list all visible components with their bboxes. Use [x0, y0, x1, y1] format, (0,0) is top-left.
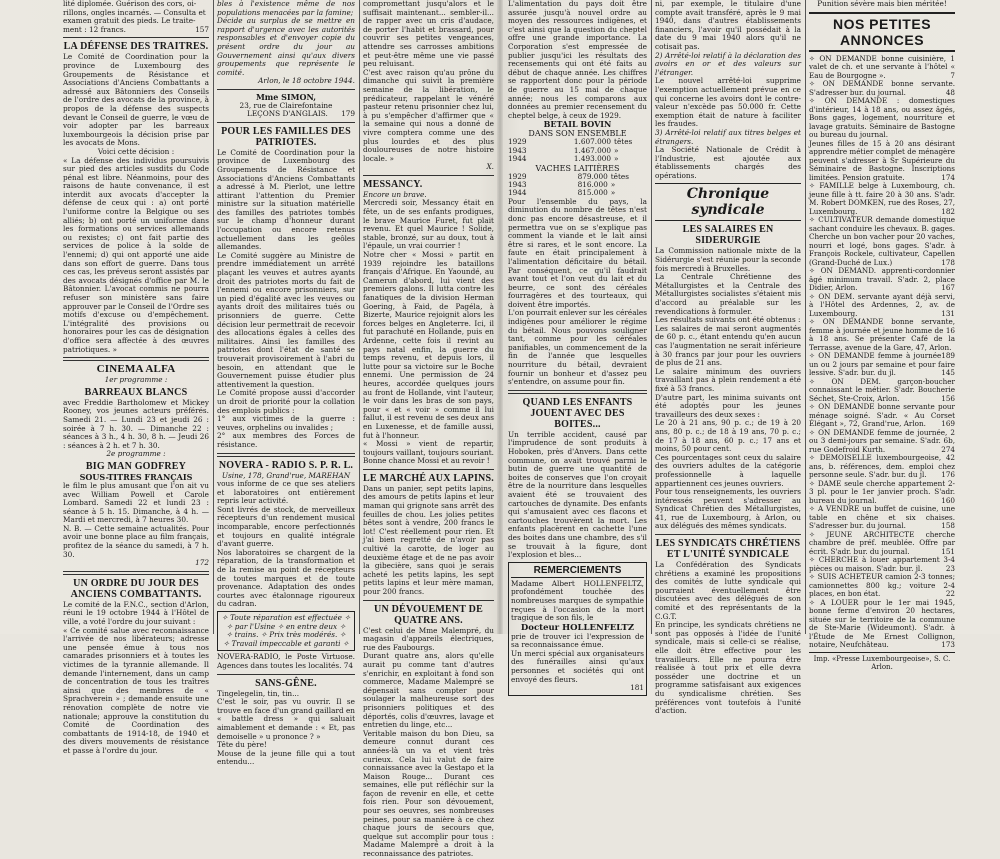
classifieds-title: NOS PETITES ANNONCES: [809, 12, 955, 52]
article-paragraph: Un terrible accident, causé par l'imprudence de sont produits à Hoboken, près d'Anvers. Dans cette commune, on avait trouvé parmi le butin de guerre une quantité de boites de conserves que l'on croyait être de la nourriture dans lesquelles avaient été se trouvaient des cartouches de dynamite. Des enfants qui s'amusaient avec ces flacons et cartouches trouvèrent la mort. Les enfants placèrent en cachette l'une des boites dans une chambre, des s'il se trouvait à la figure, dont l'explosion et bles...: [508, 429, 647, 560]
classified-ad-text: ✧ A LOUER pour le 1er mai 1945, bonne ferme d'environ 20 hectares, située sur le territoire de la commune de Ste-Marie (Wideumont). S'adr. à l'Étude de Me Ernest Collignon, notaire, Neufchâteau.: [809, 597, 955, 650]
top-fragment-3: examen gratuit des pieds. Le traite-: [63, 16, 196, 26]
ad-number: 182: [941, 206, 955, 216]
ad-number: 173: [941, 640, 955, 650]
divider: [363, 469, 494, 470]
article-paragraph: ni, par exemple, le titulaire d'une compte avait transféré, après le 9 mai 1940, dans d'autres établissements financiers, l'avoir qu'il possédait à la date du 9 mai 1940 alors qu'il ne cotisait pas.: [655, 0, 801, 51]
classified-ad-text: ✧ ON DEMANDE bonne servante. S'adresser bur. du journal.: [809, 79, 955, 97]
divider: [655, 534, 801, 535]
article-paragraph: 2) Arrêté-loi relatif à la déclaration des avoirs en or et des valeurs sur l'étranger.: [655, 50, 801, 77]
thanks-box: [508, 562, 647, 696]
article-paragraph: Ces pourcentages sont ceux du salaire des ouvriers adultes de la catégorie professionnelle à laquelle appartiennent ces jeunes ouvriers.: [655, 452, 801, 488]
classified-ad: [809, 182, 955, 216]
classified-ad: [809, 378, 955, 404]
article-paragraph: Dans un panier, sept petits lapins, des amours de petits lapins et leur maman qui grignote sans arrêt des feuilles de chou. Les jolies petites bêtes sont à vendre, 200 francs le lot! C'est réellement pour rien. Et j'ai bien regretté de n'avoir pas cultivé la carotte, de loger au deuxième étage et de ne pas avoir la gibecière, sans quoi je serais acheté les petits lapins, les sept petits lapins et leur mère maman, pour 200 francs.: [363, 483, 494, 596]
thanks-text: Un merci spécial aux organisateurs des funérailles ainsi qu'aux personnes et sociétés qui ont envoyé des fleurs.: [511, 648, 644, 684]
classified-ad-text: ✧ ON DEMANDE femme à journée un ou 2 jours par semaine et pour faire lessive. S'adr. bur. du jl.: [809, 351, 955, 378]
article-paragraph: Mouse de la jeune fille qui a tout entendu...: [217, 748, 355, 767]
ad-number: 131: [941, 308, 955, 318]
ad-text: Sont livrés de stock, de merveilleux récepteurs d'un rendement musical incomparable, encore perfectionnés et toujours en qualité intégrale d'avant guerre.: [217, 504, 355, 549]
article-title: UN DÉVOUEMENT DE QUATRE ANS.: [374, 603, 483, 626]
ad-text: Nos laboratoires se chargent de la réparation, de la transformation et de la remise au point de récepteurs de toutes marques et de toute provenance. Adaptation des ondes courtes avec étalonnage rigoureux du cadran.: [217, 547, 355, 609]
classified-ad: [809, 599, 955, 650]
article-paragraph: Le nouvel arrêté-loi supprime l'exemption actuellement prévue en ce qui concerne les avoirs dont le contre-valeur n'excède pas 50.000 fr. Cette exemption était de nature à faciliter les fraudes.: [655, 76, 801, 129]
classified-ad-text: ✧ DEMOISELLE luxembourgeoise, 42 ans, b. références, dem. emploi chez personne seule. S'adr. bur. du jl.: [809, 453, 955, 480]
classified-ad-text: ✧ FAMILLE belge à Luxembourg, ch. jeune fille à tt. faire 20 à 30 ans. S'adr. M. Robert DOMKEN, rue des Roses, 27, Luxembourg.: [809, 181, 955, 216]
divider: [508, 390, 647, 394]
ad-number: 179: [341, 109, 355, 119]
article-paragraph: 3) Arrêté-loi relatif aux titres belges et étrangers.: [655, 127, 801, 146]
table-title: BETAIL BOVIN: [543, 119, 612, 130]
table-row: 1929 879.000 têtes: [508, 171, 629, 181]
article-paragraph: Le Comité de Coordination pour la province de Luxembourg des Groupements de Résistance et Associations d'Anciens Combattants a adressé aux Bâtonniers des Conseils de l'ordre des avocats de la province, à propos de la défense des suspects devant le Conseil de guerre, le vœu de voir adopter par les barreaux luxembourgeois la décision prise par les avocats de Mons.: [63, 52, 209, 148]
ad-number: 145: [941, 368, 955, 378]
classified-ad-text: ✧ SUIS ACHETEUR camion 2-3 tonnes; camionnettes 800 kg.; voiture 2-4 places, en bon état.: [809, 572, 955, 599]
thanks-text: Madame Albert HOLLENFELTZ, profondément touchée des nombreuses marques de sympathie reçues à l'occasion de la mort tragique de son fils, le: [511, 578, 644, 623]
article-paragraph: « La défense des individus poursuivis sur pied des articles susdits du Code pénal est libre. Néanmoins, pour des raisons de haute convenance, il est interdit aux avocats d'accepter la défense de ceux qui : a) ont porté l'uniforme contre la Belgique ou ses alliés; b) ont porté un uniforme dans les formations ou services allemands ou rexistes; c) ont fait partie des services de police à la solde de l'ennemi; d) qui ont apporté une aide dans son effort de guerre. Dans tous ces cas, les préveus seront assistés par des avocats désignés d'office par M. le Bâtonnier. L'avocat commis ne pourra refuser son ministère sans faire approuver par le Conseil de l'Ordre ses motifs d'excuse ou d'empêchement. L'intégralité des provisions ou honoraires pour les cas de désignation d'office sera affectée à des œuvres patriotiques. »: [63, 155, 209, 354]
column-1: [60, 0, 212, 755]
table-row: 1944 1.493.000 »: [508, 154, 619, 164]
classified-ad-text: ✧ ON DEMAND. apprenti-cordonnier âgé minimum travail. S'adr. 2, place Didier, Arlon.: [809, 266, 955, 293]
article-paragraph: Voici cette décision :: [97, 146, 175, 156]
article-paragraph: Tingelegelin, tin, tin...: [217, 688, 300, 698]
article-paragraph: Pour l'ensemble du pays, la diminution du nombre de têtes n'est donc pas encore désastreuse, et il permettra vue on se s'explique pas comment la viande et le lait ainsi être si rares, et le sont encore. La faute en était principalement à l'alimentation déficitaire du bétail. Par conséquent, ce qu'il faudrait avant tout et l'on veut du lait et du beurre, ce sont des céréales fourragères et des tourteaux, qui doivent être importés.: [508, 196, 647, 309]
classified-ad-text: ✧ JEUNE ARCHITECTE cherche chambre de préf. meublée. Offre par écrit. S'adr. bur. du journal.: [809, 529, 955, 556]
article-title: LE MARCHÉ AUX LAPINS.: [363, 472, 494, 484]
cinema-subtitle: 1er programme :: [104, 375, 168, 385]
article-paragraph: Veritable maison du bon Dieu, sa demeure connut durant ces années-là un va et vient très curieux. Cela lui valut de faire connaissance avec la Gestapo et la Maison Rouge... Durant ces semaines, elle put réfléchir sur la façon de revenir en elle, et cette fois rien. Pour son dévouement, pour ses oeuvres, ses nombreuses peines, pour sa manière à ce chez chaque jours de secours que, quelque sut accomplir pour tous : Madame Malempré a droit à la reconnaissance des patriotes.: [363, 728, 494, 859]
ad-box-line: ✧ trains. ✧ Prix très modérés. ✧: [226, 630, 346, 640]
article-paragraph: compromettant jusqu'alors et le suffisait maintenant... sembler-il... de rapper avec un cris d'audace, de porter l'habit et brassard, pour couvrir ses petites vengeances, attendre ses carrosses ambitions et peut-être même une vie passé peu reluisant.: [363, 0, 494, 69]
article-paragraph: Décide au surplus de se mettre en rapport d'urgence avec les autorités responsables et d'envoyer copie du présent ordre du jour au Gouvernement ainsi qu'aux divers groupements que représente le comité.: [217, 16, 355, 77]
ad-number: 189: [941, 351, 955, 361]
classified-ad-text: ✧ CHERCHE à louer appartement 3-4 pièces ou maison. S'adr. bur. jl.: [809, 555, 955, 573]
article-paragraph: « Mossi » vient de repartir, toujours vaillant, toujours souriant. Bonne chance Mossi et au revoir !: [363, 439, 494, 466]
classified-ad-text: ✧ ON DEMANDE femme de journée, 2 ou 3 demi-jours par semaine. S'adr. 6b, rue Godefroid Kurth.: [809, 427, 955, 454]
ad-box-line: ✧ Travail impeccable et garanti ✧: [223, 638, 349, 648]
ad-subtitle: Usine, 178, Grand'rue, MAREHAN: [221, 470, 351, 480]
ad-text: vous informe de ce que ses ateliers et laboratoires ont entièrement repris leur activité.: [217, 479, 355, 506]
classified-ad-text: ✧ ON DEMANDE bonne servante, femme à journée et jeune homme de 16 à 18 ans. Se présenter Café de la Terrasse, avenue de la Gare, 47, Arlon.: [809, 317, 955, 352]
classified-ad: [809, 531, 955, 557]
ad-name: Mme SIMON,: [255, 91, 317, 102]
article-paragraph: La Centrale Chrétienne des Métallurgistes et la Centrale des Métallurgistes socialistes s'étaient mis d'accord au préalable sur les revendications à formuler.: [655, 272, 801, 316]
classified-ad: [809, 429, 955, 455]
article-paragraph: Le Comité propose aussi d'accorder un droit de priorité pour la collation des emplois publics :: [217, 388, 355, 415]
cinema-title: CINEMA ALFA: [96, 363, 176, 376]
table-row: 1943 1.467.000 »: [508, 145, 619, 155]
classifieds-list: [809, 55, 955, 650]
article-paragraph: Pour tous renseignements, les ouvriers intéressés peuvent s'adresser au Syndicat Chrétien des Métallurgistes, 41, rue de Luxembourg, à Arlon, ou aux délégués des mêmes syndicats.: [655, 487, 801, 531]
classified-ad-text: ✧ ON DEMANDE : domestiques d'intérieur, 14 à 18 ans, ou assez âgés, Bons gages, logement, nourriture et lavage gratuits. Séminaire de Bastogne ou bureau du journal.: [809, 96, 955, 140]
article-paragraph: « Ce comité salue avec reconnaissance l'arrivée de nos libérateurs; adresse une pensée émue à tous nos camarades prisonniers et à toutes les victimes de la tyrannie allemande. Il demande l'internement, dans un camp de concentration de tous les traîtres ainsi que des membres de « Sprachverein » ; demande ensuite une rénovation complète de notre vie nationale; approuve la constitution du Comité de Coordination des combattants de 1914-18, de 1940 et des divers mouvements de résistance et passe à l'ordre du jour.: [63, 625, 209, 755]
film-subtitle: SOUS-TITRES FRANÇAIS: [79, 471, 193, 482]
thanks-title: REMERCIEMENTS: [511, 565, 644, 578]
classified-ad-text: ✧ DAME seule cherche appartement 2-3 pl. pour le 1er janvier proch. S'adr. bureau du journal.: [809, 478, 955, 505]
classified-ad-text: ✧ ON DEMANDE bonne cuisinière, 1 valet de ch. et une servante à l'hôtel « Eau de Bourgogne ».: [809, 53, 955, 80]
article-paragraph: Le Comité suggère au Ministre de prendre immédiatement un arrêté plaçant les veuves et autres ayants droit des patriotes morts du fait de l'ennemi ou encore prisonniers, sur un pied d'égalité avec les veuves ou ayants droit des militaires tués ou prisonniers de guerre. Cette décision leur permettrait de recevoir des allocations égales à celles des militaires. Ainsi les familles des patriotes dont l'état de santé se trouverait provisoirement à l'abri du besoin, en attendant que le Gouvernement puisse étudier plus attentivement la question.: [217, 250, 355, 389]
table-title: VACHES LAITIÈRES: [535, 163, 620, 173]
divider: [217, 122, 355, 123]
classified-ad: [809, 573, 955, 599]
article-title: LES SALAIRES EN SIDERURGIE: [682, 224, 774, 247]
article-list-item: 1° aux victimes de la guerre : veuves, orphelins ou invalides ;: [217, 414, 355, 432]
column-6: [806, 0, 958, 671]
column-3: [360, 0, 497, 859]
classified-ad: [809, 55, 955, 81]
ad-text: NOVERA-RADIO, le Poste Virtuose. Agences dans toutes les localités. 74: [217, 652, 355, 670]
ad-number: 169: [941, 419, 955, 429]
ad-number: 157: [195, 24, 209, 34]
article-paragraph: Le 20 à 21 ans, 90 p. c.; de 19 à 20 ans, 80 p. c.; de 18 à 19 ans, 70 p. c.; de 17 à 18 ans, 60 p. c.; 17 ans et moins, 50 pour cent.: [655, 418, 801, 454]
classified-ad: [809, 454, 955, 480]
article-paragraph: C'est celui de Mme Malempré, du magasin d'appareils électriques, rue des Faubourgs.: [363, 625, 494, 652]
ad-number: 274: [941, 444, 955, 454]
divider: [63, 357, 209, 361]
classified-ad: [809, 216, 955, 267]
ad-number: 156: [941, 393, 955, 403]
classified-ad: [809, 480, 955, 506]
classified-ad: [809, 352, 955, 378]
column-4: [505, 0, 650, 693]
ad-number: 167: [941, 283, 955, 293]
article-paragraph: Mercredi soir, Messancy était en fête, un de ses enfants prodigues, le brave Maurice Furet, fut plait revenu. Et quel Maurice ! Solide, stable, bronzé, sur au doux, tout à l'épaule, un vrai courrier !: [363, 198, 494, 251]
article-paragraph: Le comité de la F.N.C., section d'Arlon, réuni le 19 octobre 1944 à l'Hôtel de ville, a voté l'ordre du jour suivant :: [63, 599, 209, 627]
divider: [217, 453, 355, 457]
table-subtitle: DANS SON ENSEMBLE: [528, 129, 627, 139]
film-title: BIG MAN GODFREY: [85, 460, 187, 472]
article-subtitle: Encore un brave.: [363, 189, 427, 199]
article-title: POUR LES FAMILLES DES PATRIOTES.: [221, 125, 351, 148]
article-paragraph: C'est le soir, pas vu ouvrir. Il se trouve en face d'un grand gaillard en « battle dress » qui saluait aimablement et demande : « Et, pas demoiselle » u prononce ? »: [217, 697, 355, 741]
ad-title: NOVERA - RADIO S. P. R. L.: [218, 459, 354, 471]
ad-number: 176: [941, 470, 955, 480]
article-paragraph: Le salaire minimum des ouvriers travaillant pas à plein rendement a été fixé à 53 francs.: [655, 366, 801, 393]
thanks-name: Docteur HOLLENFELTZ: [520, 622, 635, 633]
ad-number: 151: [941, 546, 955, 556]
article-paragraph: La Commission nationale mixte de la Sidérurgie s'est réunie pour la seconde fois mercredi à Bruxelles.: [655, 246, 801, 273]
article-paragraph: Les résultats suivants ont été obtenus :: [655, 315, 801, 325]
article-list-item: 2° aux membres des Forces de résistance.: [217, 431, 355, 449]
ad-box: [217, 611, 355, 651]
classified-ad: [809, 293, 955, 319]
table-row: 1944 815.000 »: [508, 188, 616, 198]
article-paragraph: L'on pourrait enlever sur les céréales indigènes pour améliorer le régime du bétail. Nous pouvons souligner tant, comme pour les céréales panifiables, un commencement de la fin de l'année que lesquelles nourriture du bétail, devraient fournir un bonheur et d'assez peu s'entendre, on assume pour fin.: [508, 308, 647, 387]
printer-footer: Imp. «Presse Luxembourgeoise», S. C. Arlon.: [809, 652, 955, 671]
article-title: LES SYNDICATS CHRÉTIENS ET L'UNITÉ SYNDICALE: [655, 538, 801, 561]
classified-ad-text: Jeunes filles de 15 à 20 ans désirant apprendre métier complet de ménagère peuvent s'adresser à Sr Supérieure du Séminaire de Bastogne. Inscriptions limitées. Pension gratuite.: [809, 138, 955, 182]
article-paragraph: L'alimentation du pays doit être assurée jusqu'à nouvel ordre au moyen des ressources indigènes, et c'est ainsi que la question du cheptel offre une grande importance. La Corporation s'est empressée de publier jusqu'ici les résultats des recensements qui ont été faits au début de chaque année. Les chiffres se rapportent donc pour la période de guerre au 15 mai de chaque année; nous les comparons aux données au premier recensement du cheptel belge, à ceux de 1929.: [508, 0, 647, 120]
top-fragment-1: lité diplomée. Guérison des cors, oi-: [63, 0, 197, 8]
cattle-table: [508, 138, 647, 163]
divider: [363, 175, 494, 176]
classified-ad: [809, 97, 955, 140]
classified-ad: [809, 140, 955, 183]
page-fold: [497, 0, 503, 634]
classified-ad-text: ✧ ON DEMANDE bonne servante pour ménage soigné. S'adr. « Au Corset Élégant », 72, Grand'rue, Arlon.: [809, 402, 955, 429]
cows-table: [508, 173, 647, 198]
article-fragment: Punition sévère mais bien méritée!: [817, 0, 947, 8]
cinema-subtitle: 2e programme :: [106, 449, 166, 459]
article-title: QUAND LES ENFANTS JOUENT AVEC DES BOITES...: [522, 396, 633, 430]
ad-address: 23, rue de Clairefontaine: [239, 100, 333, 110]
classified-ad: [809, 403, 955, 429]
article-signature: X.: [486, 162, 494, 172]
film-title: BARREAUX BLANCS: [84, 386, 188, 398]
classified-ad: [809, 505, 955, 531]
top-fragment-2: rillons, ongles incarnés. — Consulta et: [63, 7, 206, 17]
article-title: LA DÉFENSE DES TRAITRES.: [63, 41, 209, 53]
ad-number: 23: [945, 563, 955, 573]
ad-number: 7: [950, 70, 955, 80]
classified-ad: [809, 317, 955, 361]
ad-number: 174: [941, 172, 955, 182]
article-paragraph: Le Comité de Coordination pour la province de Luxembourg des Groupements de Résistance et Associations d'Anciens Combattants a adressé à M. Pierlot, une lettre attirant l'attention du Premier ministre sur la situation matérielle des familles des patriotes tombés sur le champ d'honneur durant l'occupation ou encore retenus actuellement dans les geôles allemandes.: [217, 147, 355, 252]
article-paragraph: D'autre part, les minima suivants ont été adoptés pour les jeunes travailleurs des deux sexes :: [655, 392, 801, 419]
classified-ad-text: ✧ ON DEM. servante ayant déjà servi, à l'Hôtel des Ardennes, 2, av. de Luxembourg.: [809, 291, 955, 318]
section-title: Chronique syndicale: [655, 183, 801, 221]
ad-box-line: ✧ par l'Usine ✧ en entre deux ✧: [226, 621, 346, 631]
article-title: UN ORDRE DU JOUR DES ANCIENS COMBATTANTS.: [70, 577, 202, 600]
film-description: avec Freddie Bartholomew et Mickey Rooney, vos jeunes acteurs préférés. Samedi 21. — Lundi 23 et jeudi 26 : soirée à 7 h. 30. — Dimanche 22 : séances à 3 h., 4 h. 30, 8 h. — Jeudi 26 : séances à 2 h. et 7 h. 30.: [63, 397, 209, 450]
article-paragraph: C'est avec raison qu'au prône du dimanche qui suivit la première semaine de la libération, le prédicateur, rappelant le vénéré pasteur retenu prisonnier chez lui, à pu s'empêcher d'affirmer que « la semaine qui nous a donné de vivre comptera comme une des plus lourdes et des plus douloureuses de notre histoire locale. »: [363, 67, 494, 163]
ad-number: 158: [941, 521, 955, 531]
divider: [63, 37, 209, 38]
divider: [63, 571, 209, 575]
classified-ad-text: ✧ CULTIVATEUR demande domestique sachant conduire les chevaux. B. gages. Cherche un bon vacher pour 20 vaches, nourri et logé, bons gages. S'adr. à François Rockele, cultivateur, Capellen (Grand-Duché de Lux.): [809, 215, 955, 267]
divider: [363, 600, 494, 601]
thanks-text: prie de trouver ici l'expression de sa reconnaissance émue.: [511, 631, 644, 650]
article-signature: Arlon, le 18 octobre 1944.: [258, 76, 355, 86]
ad-number: 178: [941, 257, 955, 267]
ad-number: 181: [630, 683, 644, 693]
ad-number: 160: [941, 495, 955, 505]
article-paragraph: Notre cher « Mossi » partit en 1939 rejoindre les bataillons français d'Afrique. En Yaoundé, au Camerun d'abord, lui vient des premiers galons. Il lutta contre les fanatiques de la division Herman Goering, à Faid, de Pagéla, à Bizerte, Maurice rejoignit alors les forces belges en Angleterre. Ici, il fut parachuté en Hollande, puis en Ardenne, cette fois il revint au pays natal enfin, la guerre du temps revenu, et depuis lors, il lutte pour sa victoire sur le Boche ennemi. Une permission de 24 heures, accordée quelques jours au front de Hollande, vint l'auteur, le voir dans les bras de son pays, pour « et « voir » comme il lui fallut, il est revenu de ses deux ans en Luxenesse, et de famille aussi, fut à l'honneur.: [363, 250, 494, 440]
table-row: 1929 1.607.000 têtes: [508, 137, 633, 147]
article-paragraph: La Confédération des Syndicats chrétiens a examiné les propositions des comités de lutte syndicale qui pourraient éventuellement être discutées avec des délégués de son comité et des représentants de la C.G.T.: [655, 560, 801, 621]
column-2: [214, 0, 358, 767]
classified-ad: [809, 80, 955, 97]
ad-number: 22: [945, 589, 955, 599]
ad-number: 172: [195, 558, 209, 568]
table-row: 1943 816.000 »: [508, 179, 616, 189]
ad-box-line: ✧ Toute réparation est effectuée ✧: [221, 613, 351, 622]
article-paragraph: bles à l'existence même de nos populations menacées par la famine;: [217, 0, 355, 17]
film-description: le film le plus amusant que l'on ait vu avec William Powell et Carole Lombard. Samedi 22 et lundi 23 : séance à 5 h. 15. Dimanche, à 4 h. — Mardi et mercredi, à 7 heures 30.: [63, 480, 209, 525]
article-title: SANS-GÊNE.: [255, 677, 317, 689]
classified-ad: [809, 267, 955, 293]
divider: [217, 89, 355, 90]
ad-number: 48: [945, 87, 955, 97]
article-title: MESSANCY.: [363, 178, 423, 190]
article-paragraph: Durant quatre ans, alors qu'elle aurait pu comme tant d'autres s'enrichir, en exploitant à fond son commerce, Madame Malempré se dépensait sans compter pour soulager la malheureuse sort des prisonniers politiques et des déportés, colis d'œuvres, lavage et entretien du linge, etc...: [363, 651, 494, 730]
divider: [217, 674, 355, 675]
top-fragment-4: ment : 12 francs.: [63, 24, 126, 34]
classified-ad-text: ✧ ON DEM. garçon-boucher connaissant le métier. S'adr. Boucherie Séchet, Ste-Croix, Arlon.: [809, 376, 955, 403]
film-note: N. B. — Cette semaine actualités. Pour avoir une bonne place au film français, profitez de la séance du samedi, à 7 h. 30.: [63, 523, 209, 559]
article-paragraph: En principe, les syndicats chrétiens ne sont pas opposés à l'idée de l'unité syndicale, mais si celle-ci se réalise, elle doit être effective pour les travailleurs. Elle ne pourra être réalisée à tout prix et elle devra posséder une doctrine et un programme satisfaisant aux exigences du syndicalisme chrétien. Ses préférences vont toutefois à l'unité d'action.: [655, 620, 801, 716]
classified-ad-text: ✧ A VENDRE un buffet de cuisine, une table en chêne et six chaises. S'adresser bur. du journal.: [809, 504, 955, 531]
article-paragraph: Tête du père!: [217, 740, 267, 750]
article-paragraph: Les salaires de mai seront augmentés de 60 p. c., étant entendu qu'en aucun cas l'augmentation ne serait inférieure à 30 francs par jour pour les ouvriers de plus de 21 ans.: [655, 323, 801, 368]
ad-text: LEÇONS D'ANGLAIS.: [247, 109, 328, 119]
column-5: [652, 0, 804, 716]
classified-ad: [809, 556, 955, 573]
article-paragraph: La Société Nationale de Crédit à l'Industrie, est ajoutée aux établissements chargés des opérations.: [655, 145, 801, 180]
